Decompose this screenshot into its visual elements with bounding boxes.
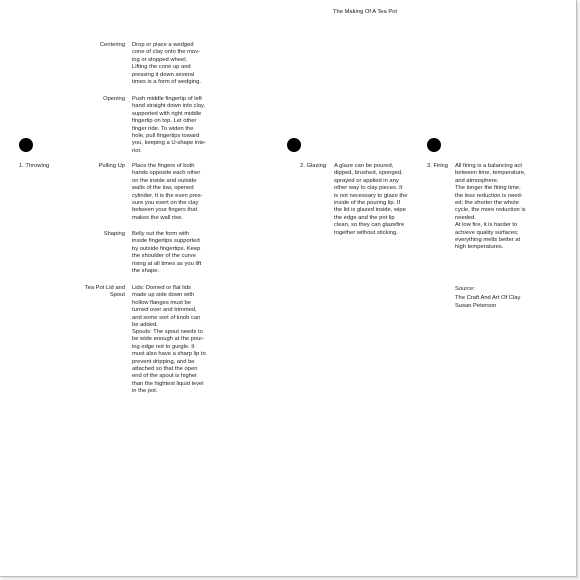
step-pulling-up-text: Place the fingers of both hands opposite each other on the inside and outside walls of the low, opened cylinder. It is the even pres- sure you exert on the clay between your fingers that makes the wall rise. <box>132 163 203 221</box>
step-opening-text: Push middle fingertip of left hand straight down into clay, supported with right middle fingertip on top. Let other finger ride. To widen the hole, pull fingertips toward you, keeping a U-shape inte- rior. <box>132 96 207 154</box>
step-shaping-label: Shaping <box>103 231 125 237</box>
source-label: Source: <box>455 286 475 292</box>
firing-text: All firing is a balancing act between time, temperature, and atmosphere. The longer the firing time, the less reduction is need- ed; the shorter the whole cycle, the more reduction is needed. At low fire, it is harder to achieve quality surfaces; everything melts better at high temperatures. <box>455 163 526 251</box>
glazing-text: A glaze can be poured, dipped, brushed, sponged, sprayed or applied in any other way to clay pieces. It is not necessary to glaze the inside of the pouring lip. If the lid is glazed inside, wipe the edge and the pot lip clean, so they can glazefire together without sticking. <box>334 163 408 236</box>
firing-bullet <box>427 138 441 152</box>
step-centering-text: Drop or place a wedged cone of clay onto the mov- ing or stopped wheel. Lifting the cone up and pressing it down several times is a form of wedging. <box>132 42 201 86</box>
source-author: Susan Peterson <box>455 303 497 309</box>
step-spouts-text: Spouts: The spout needs to be wide enough at the pour- ing edge not to gurgle. It must also have a sharp lip to prevent dripping, and be attached so that the open end of the spout is higher than the hightest liquid level in the pot. <box>132 329 206 395</box>
step-pulling-up-label: Pulling Up <box>98 163 125 169</box>
step-centering-label: Centering <box>99 42 125 48</box>
glazing-heading: 2. Glazing <box>300 163 327 169</box>
throwing-bullet <box>19 138 33 152</box>
page-title: The Making Of A Tea Pot <box>333 9 398 15</box>
throwing-heading: 1. Throwing <box>19 163 50 169</box>
source-book: The Craft And Art Of Clay <box>455 295 521 301</box>
step-lids-text: Lids: Domed or flat lids made up side down with hollow flanges must be turned over and trimmed, and some sort of knob can be added. <box>132 285 201 329</box>
step-opening-label: Opening <box>103 96 125 102</box>
step-shaping-text: Belly out the form with inside fingertips supported by outside fingertips. Keep the shoulder of the curve rising at all times as you lift the shape. <box>132 231 202 275</box>
step-lid-spout-label: Tea Pot Lid and Spout <box>84 285 125 299</box>
glazing-bullet <box>287 138 301 152</box>
firing-heading: 3. Firing <box>427 163 448 169</box>
